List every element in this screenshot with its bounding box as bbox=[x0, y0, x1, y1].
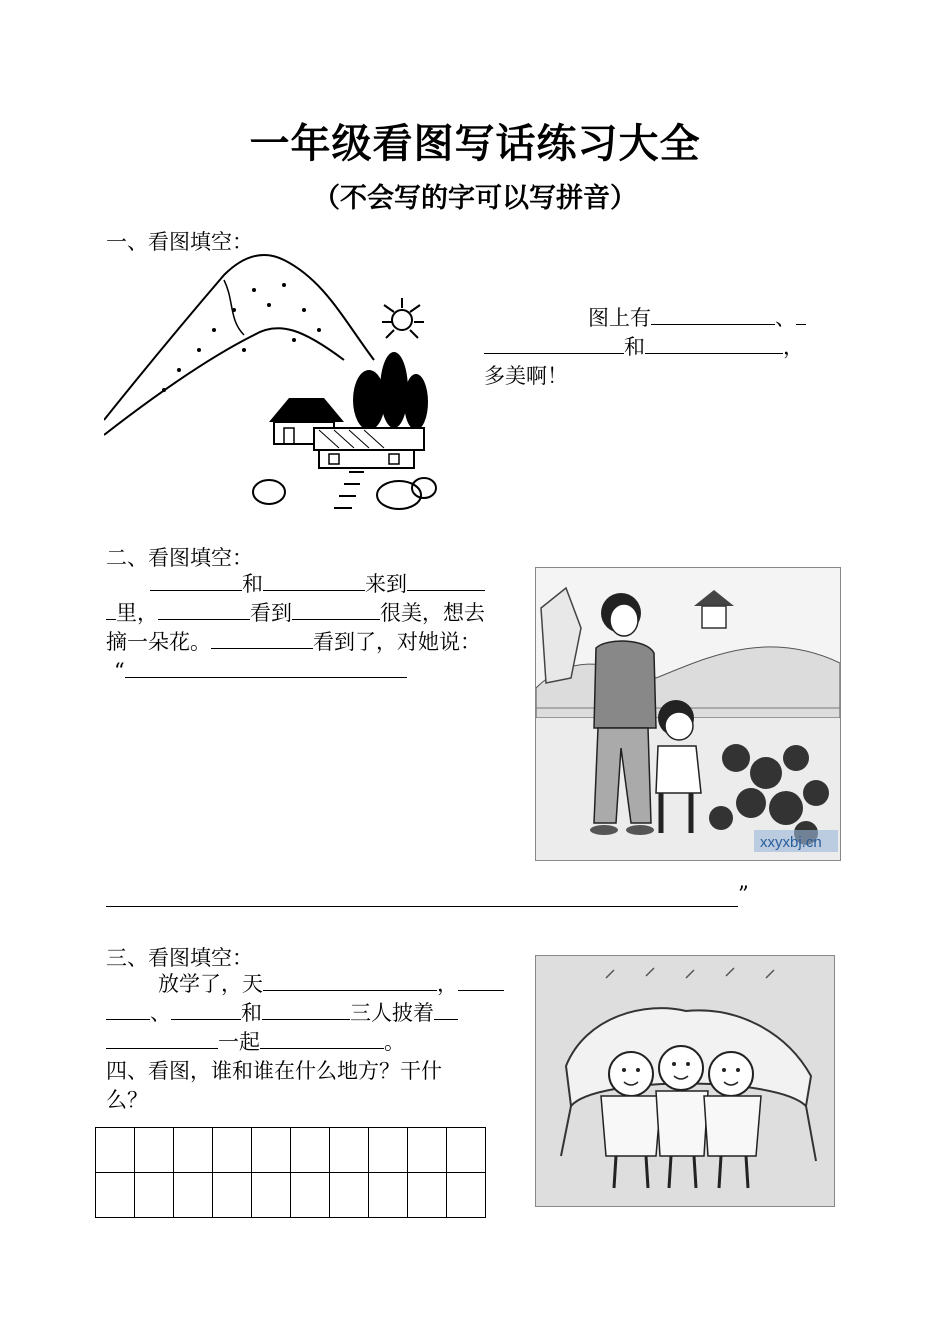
answer-blank[interactable] bbox=[263, 570, 365, 591]
grid-cell[interactable] bbox=[291, 1128, 330, 1173]
grid-cell[interactable] bbox=[96, 1173, 135, 1218]
three-children-illustration bbox=[536, 956, 834, 1206]
answer-blank[interactable] bbox=[263, 970, 437, 991]
mountain-house-illustration bbox=[104, 250, 444, 518]
section-3-heading: 三、看图填空： bbox=[106, 946, 253, 970]
answer-blank[interactable] bbox=[651, 304, 775, 325]
grid-cell[interactable] bbox=[174, 1128, 213, 1173]
section-4-heading: 四、看图，谁和谁在什么地方？干什 bbox=[106, 1059, 442, 1083]
grid-cell[interactable] bbox=[213, 1128, 252, 1173]
answer-blank[interactable] bbox=[171, 999, 241, 1020]
section-3-line-2: 、 和 三人披着 bbox=[106, 999, 458, 1028]
mother-daughter-illustration bbox=[536, 568, 840, 860]
section-3-line-3: 一起 。 bbox=[106, 1028, 405, 1057]
section-1-line-3: 多美啊！ bbox=[484, 364, 568, 388]
answer-blank[interactable] bbox=[645, 333, 783, 354]
section-1-line-2: 和 ， bbox=[484, 333, 804, 362]
grid-cell[interactable] bbox=[330, 1173, 369, 1218]
answer-long-line[interactable] bbox=[106, 906, 738, 907]
grid-cell[interactable] bbox=[252, 1173, 291, 1218]
page-title: 一年级看图写话练习大全 bbox=[249, 120, 701, 167]
section-2-line-3: 摘一朵花。 看到了，对她说： bbox=[106, 630, 481, 654]
grid-cell[interactable] bbox=[96, 1128, 135, 1173]
section-3-line-1: 放学了，天 ， bbox=[158, 970, 504, 999]
writing-grid bbox=[95, 1127, 486, 1218]
grid-cell[interactable] bbox=[447, 1173, 486, 1218]
grid-cell[interactable] bbox=[252, 1128, 291, 1173]
section-4-heading-cont: 么？ bbox=[106, 1088, 148, 1112]
grid-cell[interactable] bbox=[408, 1128, 447, 1173]
answer-blank[interactable] bbox=[106, 599, 116, 620]
answer-blank[interactable] bbox=[484, 333, 624, 354]
section-1-line-1: 图上有 、 bbox=[588, 304, 806, 333]
grid-row bbox=[96, 1173, 486, 1218]
mother-daughter-picture bbox=[535, 567, 841, 861]
section-2-heading: 二、看图填空： bbox=[106, 546, 253, 570]
grid-cell[interactable] bbox=[135, 1173, 174, 1218]
answer-blank[interactable] bbox=[434, 999, 458, 1020]
answer-blank[interactable] bbox=[796, 304, 806, 325]
section-2-close-quote: ” bbox=[738, 882, 749, 906]
section-2-line-1: 和 来到 bbox=[150, 570, 485, 599]
answer-blank[interactable] bbox=[125, 657, 407, 678]
grid-cell[interactable] bbox=[447, 1128, 486, 1173]
section-2-line-2: 里， 看到 很美，想去 bbox=[106, 599, 485, 628]
grid-cell[interactable] bbox=[213, 1173, 252, 1218]
grid-cell[interactable] bbox=[135, 1128, 174, 1173]
answer-blank[interactable] bbox=[106, 1028, 218, 1049]
grid-cell[interactable] bbox=[369, 1128, 408, 1173]
three-children-picture bbox=[535, 955, 835, 1207]
page-subtitle: （不会写的字可以写拼音） bbox=[313, 183, 637, 214]
answer-blank[interactable] bbox=[292, 599, 380, 620]
answer-blank[interactable] bbox=[407, 570, 485, 591]
answer-blank[interactable] bbox=[150, 570, 242, 591]
answer-blank[interactable] bbox=[106, 999, 150, 1020]
grid-cell[interactable] bbox=[408, 1173, 447, 1218]
grid-row bbox=[96, 1128, 486, 1173]
answer-blank[interactable] bbox=[158, 599, 250, 620]
answer-blank[interactable] bbox=[458, 970, 504, 991]
section-2-line-4: “ bbox=[114, 657, 407, 686]
answer-blank[interactable] bbox=[262, 999, 350, 1020]
grid-cell[interactable] bbox=[369, 1173, 408, 1218]
grid-cell[interactable] bbox=[291, 1173, 330, 1218]
answer-blank[interactable] bbox=[260, 1028, 384, 1049]
answer-blank[interactable] bbox=[211, 628, 313, 649]
grid-cell[interactable] bbox=[174, 1173, 213, 1218]
grid-cell[interactable] bbox=[330, 1128, 369, 1173]
section-1-heading: 一、看图填空： bbox=[106, 230, 253, 254]
watermark-text: xxyxbj.cn bbox=[760, 834, 822, 851]
